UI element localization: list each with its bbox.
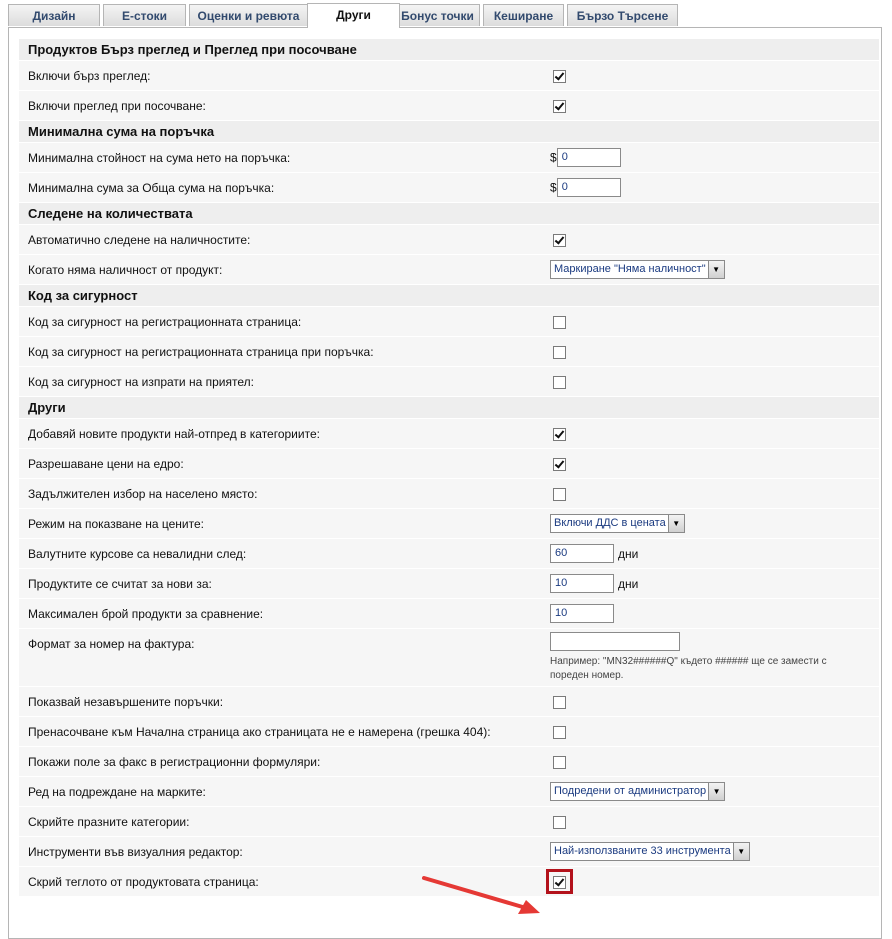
invoice-format-label: Формат за номер на фактура: [19,629,544,687]
quick-view-checkbox[interactable] [553,70,566,83]
captcha-friend-checkbox[interactable] [553,376,566,389]
captcha-order-label: Код за сигурност на регистрационната страница при поръчка: [19,337,544,367]
tab-caching[interactable]: Кеширане [483,4,564,26]
tab-other[interactable]: Други [307,3,400,28]
price-mode-select-value: Включи ДДС в цената [554,517,666,529]
chevron-down-icon[interactable]: ▼ [708,783,724,800]
currency-symbol: $ [550,180,557,195]
wholesale-checkbox[interactable] [553,458,566,471]
invoice-format-input[interactable] [550,632,680,651]
brand-order-select-value: Подредени от администратор [554,785,707,797]
invoice-format-hint: Например: "MN32######Q" където ###### ще се замести с пореден номер. [550,656,827,681]
section-captcha: Код за сигурност [19,285,879,307]
hide-empty-checkbox[interactable] [553,816,566,829]
chevron-down-icon[interactable]: ▼ [668,515,684,532]
fax-field-label: Покажи поле за факс в регистрационни формуляри: [19,747,544,777]
section-stock: Следене на количествата [19,203,879,225]
city-required-checkbox[interactable] [553,488,566,501]
price-mode-select[interactable] [550,514,685,533]
rates-invalid-label: Валутните курсове са невалидни след: [19,539,544,569]
no-stock-select[interactable] [550,260,725,279]
redirect-404-checkbox[interactable] [553,726,566,739]
auto-stock-checkbox[interactable] [553,234,566,247]
unfinished-orders-checkbox[interactable] [553,696,566,709]
section-quickview: Продуктов Бърз преглед и Преглед при посочване [19,39,879,61]
tab-ratings-reviews[interactable]: Оценки и ревюта [189,4,308,26]
captcha-order-checkbox[interactable] [553,346,566,359]
highlight-box [546,869,573,893]
redirect-404-label: Пренасочване към Начална страница ако страницата не е намерена (грешка 404): [19,717,544,747]
tab-e-goods[interactable]: Е-стоки [103,4,186,26]
new-first-label: Добавяй новите продукти най-отпред в категориите: [19,419,544,449]
editor-tools-select-value: Най-използваните 33 инструмента [554,845,731,857]
tab-bonus-points[interactable]: Бонус точки [395,4,480,26]
brand-order-label: Ред на подреждане на марките: [19,777,544,807]
days-unit: дни [618,546,639,561]
brand-order-select[interactable] [550,782,725,801]
quick-view-label: Включи бърз преглед: [19,61,544,91]
section-other: Други [19,397,879,419]
wholesale-label: Разрешаване цени на едро: [19,449,544,479]
min-net-label: Минимална стойност на сума нето на поръчка: [19,143,544,173]
new-days-label: Продуктите се считат за нови за: [19,569,544,599]
chevron-down-icon[interactable]: ▼ [733,843,749,860]
hide-empty-label: Скрийте празните категории: [19,807,544,837]
hover-view-checkbox[interactable] [553,100,566,113]
compare-max-input[interactable]: 10 [550,604,614,623]
annotation-arrow-icon [418,870,548,920]
tab-design[interactable]: Дизайн [8,4,100,26]
tab-quick-search[interactable]: Бързо Търсене [567,4,678,26]
captcha-reg-label: Код за сигурност на регистрационната страница: [19,307,544,337]
hide-weight-label: Скрий теглото от продуктовата страница: [19,867,544,897]
fax-field-checkbox[interactable] [553,756,566,769]
hover-view-label: Включи преглед при посочване: [19,91,544,121]
days-unit: дни [618,576,639,591]
no-stock-select-value: Маркиране "Няма наличност" [554,263,706,275]
captcha-reg-checkbox[interactable] [553,316,566,329]
rates-invalid-input[interactable]: 60 [550,544,614,563]
section-min-order: Минимална сума на поръчка [19,121,879,143]
min-total-input[interactable]: 0 [557,178,621,197]
min-total-label: Минимална сума за Обща сума на поръчка: [19,173,544,203]
editor-tools-label: Инструменти във визуалния редактор: [19,837,544,867]
no-stock-label: Когато няма наличност от продукт: [19,255,544,285]
captcha-friend-label: Код за сигурност на изпрати на приятел: [19,367,544,397]
new-days-input[interactable]: 10 [550,574,614,593]
settings-panel [8,27,882,939]
unfinished-orders-label: Показвай незавършените поръчки: [19,687,544,717]
city-required-label: Задължителен избор на населено място: [19,479,544,509]
settings-table [19,39,879,897]
price-mode-label: Режим на показване на цените: [19,509,544,539]
auto-stock-label: Автоматично следене на наличностите: [19,225,544,255]
compare-max-label: Максимален брой продукти за сравнение: [19,599,544,629]
hide-weight-checkbox[interactable] [553,876,566,889]
editor-tools-select[interactable] [550,842,750,861]
chevron-down-icon[interactable]: ▼ [708,261,724,278]
currency-symbol: $ [550,150,557,165]
new-first-checkbox[interactable] [553,428,566,441]
min-net-input[interactable]: 0 [557,148,621,167]
